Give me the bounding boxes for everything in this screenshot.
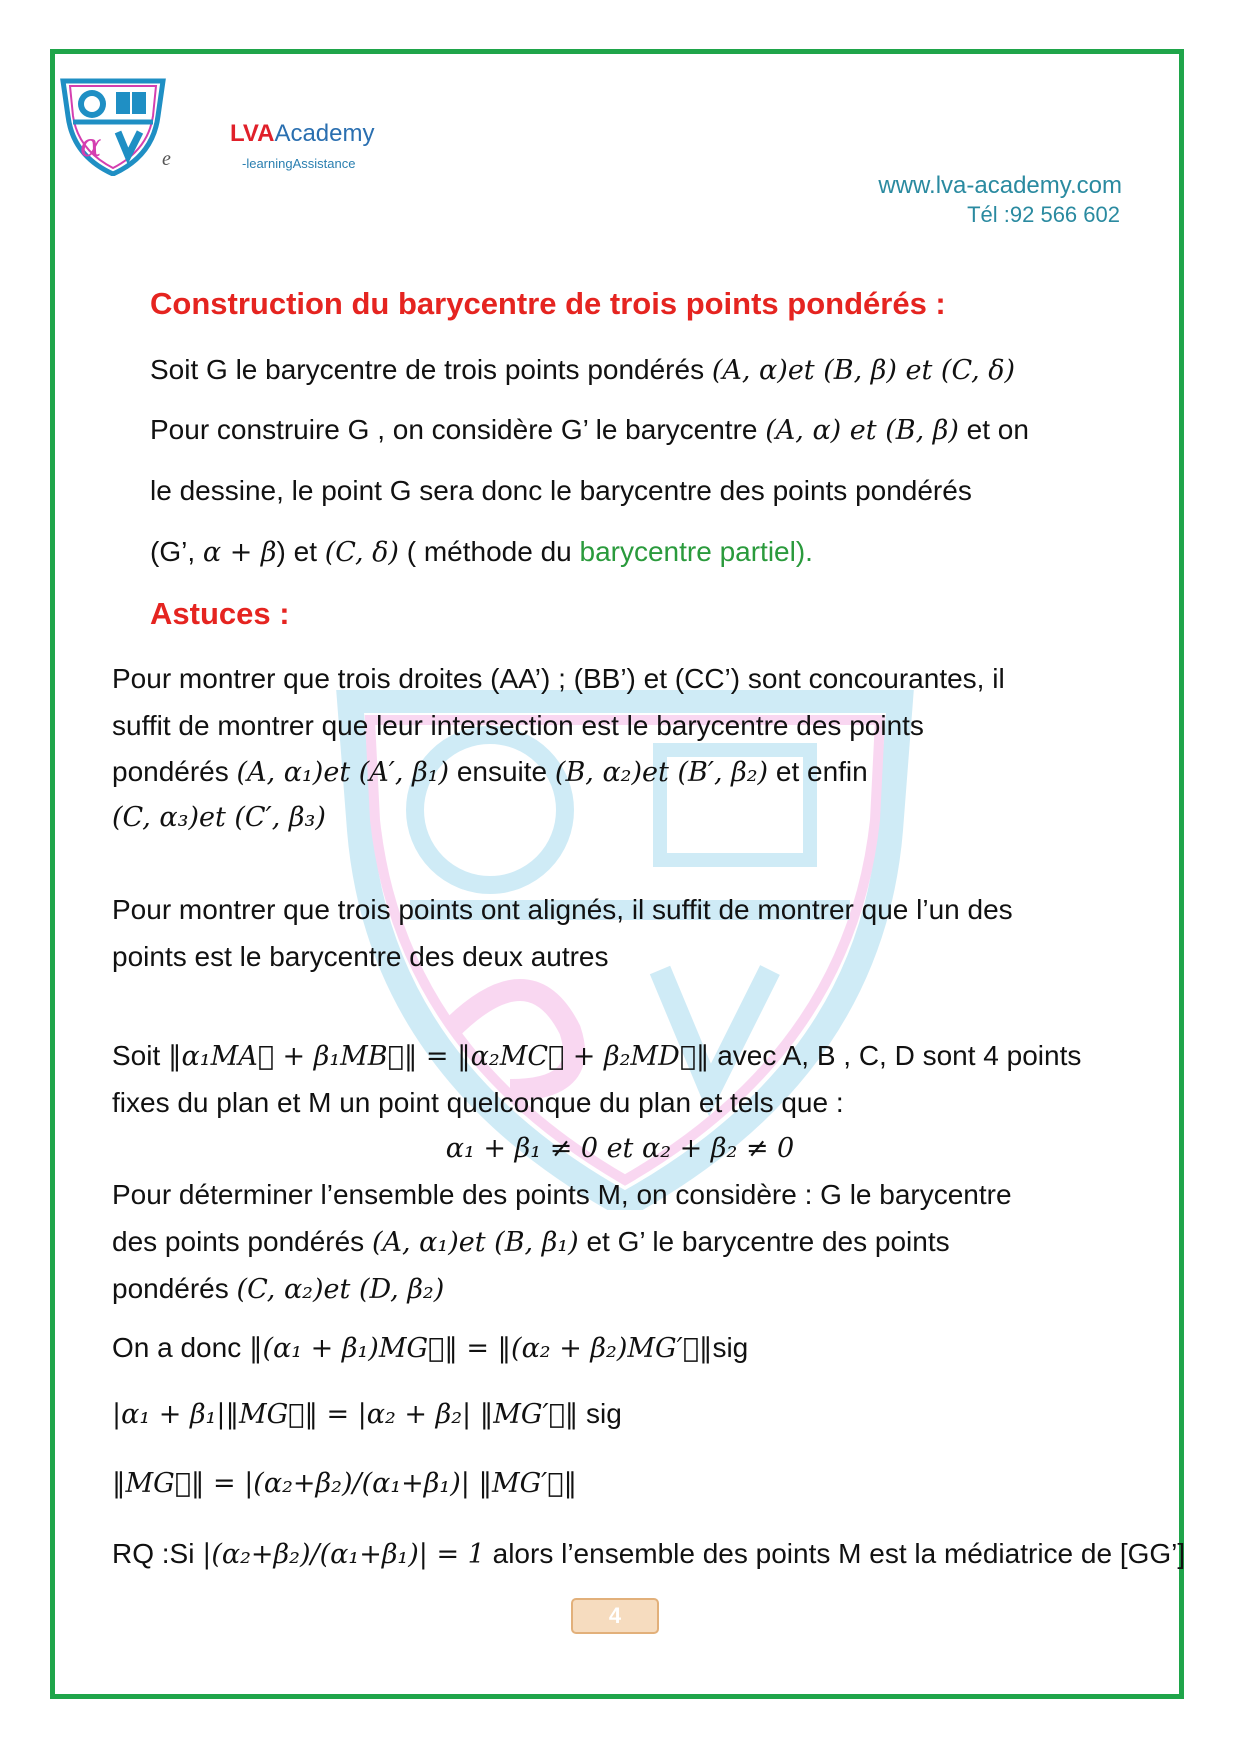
phone-number: Tél :92 566 602 (967, 202, 1120, 227)
paragraph-line-rq (112, 1536, 1185, 1573)
paragraph-line (112, 1038, 1081, 1075)
text: Soit (112, 1040, 169, 1071)
text: ( méthode du (398, 536, 580, 567)
brand-name (230, 120, 374, 148)
math-expression: (C, α₂)et (D, β₂) (236, 1274, 445, 1305)
paragraph-line: suffit de montrer que leur intersection est le barycentre des points (112, 710, 924, 741)
math-expression: α + β (202, 537, 277, 568)
paragraph-line (150, 412, 1029, 449)
math-expression: |α₁ + β₁|‖MG⃗‖ = |α₂ + β₂| ‖MG′⃗‖ (112, 1399, 579, 1430)
text: pondérés (112, 1273, 237, 1304)
math-expression: ‖MG⃗‖ = |(α₂+β₂)/(α₁+β₁)| ‖MG′⃗‖ (112, 1468, 577, 1499)
paragraph-line: le dessine, le point G sera donc le barycentre des points pondérés (150, 475, 972, 506)
paragraph-line: Pour montrer que trois droites (AA’) ; (BB’) et (CC’) sont concourantes, il (112, 663, 1005, 694)
text: pondérés (112, 756, 237, 787)
math-expression: (A, α₁)et (B, β₁) (371, 1227, 579, 1258)
paragraph-line (112, 1224, 950, 1261)
section-heading-construction: Construction du barycentre de trois points pondérés : (150, 286, 946, 321)
text: avec A, B , C, D sont 4 points (709, 1040, 1082, 1071)
lva-logo-icon (58, 76, 168, 176)
math-condition: α₁ + β₁ ≠ 0 et α₂ + β₂ ≠ 0 (445, 1133, 795, 1164)
section-heading-astuces: Astuces : (150, 596, 290, 631)
paragraph-line (150, 534, 813, 571)
brand-subtitle: -learningAssistance (242, 156, 356, 171)
paragraph-line: fixes du plan et M un point quelconque du plan et tels que : (112, 1087, 844, 1118)
math-expression: (A, α) et (B, β) (765, 415, 959, 446)
paragraph-line (112, 1271, 444, 1308)
text: sig (578, 1398, 622, 1429)
paragraph-line: points est le barycentre des deux autres (112, 941, 609, 972)
text: et G’ le barycentre des points (578, 1226, 950, 1257)
text: On a donc (112, 1332, 249, 1363)
text: alors l’ensemble des points M est la médiatrice de [GG’] (484, 1538, 1186, 1569)
text: et on (958, 414, 1029, 445)
math-expression: (B, α₂)et (B′, β₂) (554, 757, 769, 788)
text: et enfin (768, 756, 868, 787)
paragraph-line (112, 754, 868, 791)
website-link[interactable]: www.lva-academy.com (878, 172, 1122, 199)
paragraph-line: Pour déterminer l’ensemble des points M, on considère : G le barycentre (112, 1179, 1012, 1210)
paragraph-line (112, 1330, 748, 1367)
text: (G’, (150, 536, 203, 567)
text: ) et (276, 536, 325, 567)
paragraph-line (150, 352, 1015, 389)
brand-lva: LVA (230, 120, 275, 147)
math-expression: (A, α)et (B, β) et (C, δ) (711, 355, 1016, 386)
svg-text:α: α (80, 126, 102, 164)
paragraph-line (112, 1396, 622, 1433)
math-expression: (C, α₃)et (C′, β₃) (112, 802, 326, 833)
math-expression: ‖α₁MA⃗ + β₁MB⃗‖ = ‖α₂MC⃗ + β₂MD⃗‖ (168, 1041, 710, 1072)
math-expression: ‖(α₁ + β₁)MG⃗‖ = ‖(α₂ + β₂)MG′⃗‖ (248, 1333, 713, 1364)
paragraph-line: Pour montrer que trois points ont alignés, il suffit de montrer que l’un des (112, 894, 1013, 925)
text: Pour construire G , on considère G’ le barycentre (150, 414, 766, 445)
text: Soit G le barycentre de trois points pondérés (150, 354, 712, 385)
logo-letter: e (162, 148, 171, 170)
text: des points pondérés (112, 1226, 372, 1257)
page-number: 4 (571, 1598, 659, 1634)
text: ensuite (449, 756, 555, 787)
brand-academy: Academy (274, 120, 375, 147)
math-expression: (A, α₁)et (A′, β₁) (236, 757, 450, 788)
highlight-partial-barycentre: barycentre partiel). (579, 536, 813, 567)
text: sig (712, 1332, 749, 1363)
math-expression: (C, δ) (324, 537, 399, 568)
math-expression: |(α₂+β₂)/(α₁+β₁)| = 1 (202, 1539, 485, 1570)
text: RQ :Si (112, 1538, 203, 1569)
